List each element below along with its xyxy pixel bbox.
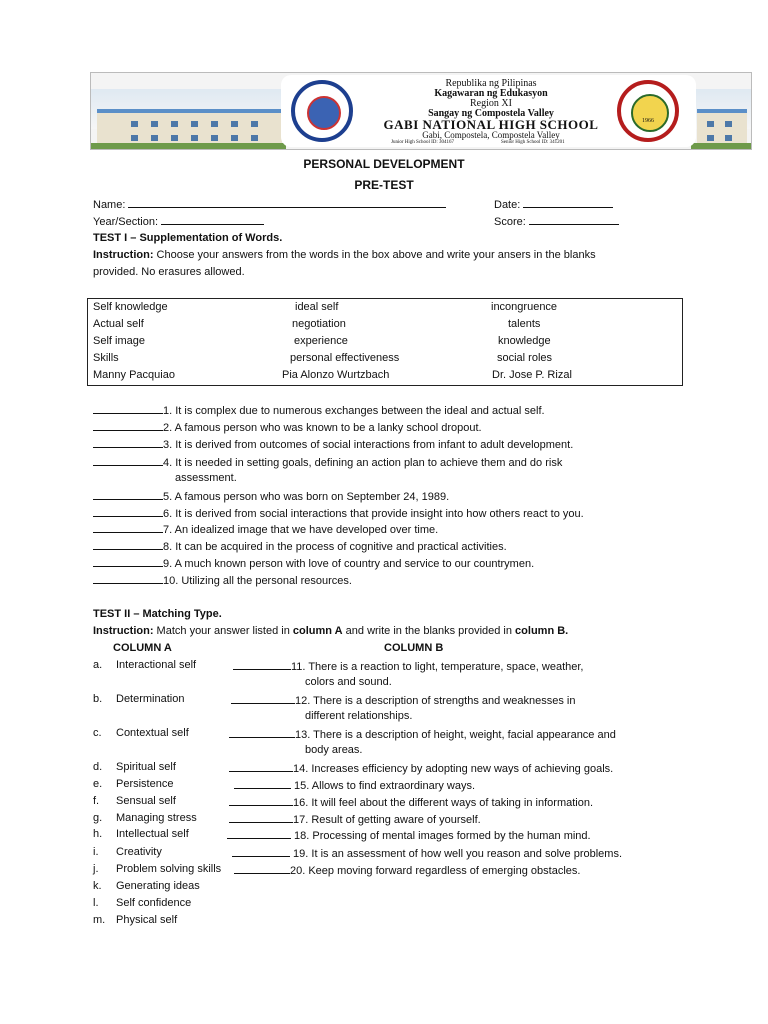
column-b-item: 19. It is an assessment of how well you reason and solve problems. [232, 846, 622, 861]
word-box-item: experience [294, 335, 348, 347]
test1-item-continuation: assessment. [175, 472, 237, 484]
column-a-item: i. Creativity [93, 846, 162, 858]
name-blank[interactable] [128, 197, 446, 208]
word-box-item: negotiation [292, 318, 346, 330]
answer-blank[interactable] [93, 403, 163, 414]
test2-heading: TEST II – Matching Type. [93, 608, 222, 620]
seal-year: 1966 [642, 118, 654, 124]
word-box-item: Pia Alonzo Wurtzbach [282, 369, 390, 381]
column-b-item: 16. It will feel about the different ways of taking in information. [229, 795, 593, 810]
column-b-item: 11. There is a reaction to light, temperature, space, weather, [233, 659, 583, 674]
answer-blank[interactable] [229, 812, 293, 823]
answer-blank[interactable] [229, 795, 293, 806]
answer-blank[interactable] [229, 761, 293, 772]
jhs-id: Junior High School ID: 304167 [391, 140, 455, 145]
answer-blank[interactable] [93, 522, 163, 533]
column-a-header: COLUMN A [113, 642, 172, 654]
word-box-item: ideal self [295, 301, 339, 313]
name-field[interactable] [93, 197, 446, 212]
word-box-item: incongruence [491, 301, 558, 313]
column-a-item: f. Sensual self [93, 795, 176, 807]
column-b-ref: column B. [515, 625, 569, 637]
column-a-item: g. Managing stress [93, 812, 197, 824]
answer-blank[interactable] [93, 573, 163, 584]
date-field[interactable] [494, 197, 613, 212]
word-box-item: knowledge [498, 335, 551, 347]
answer-blank[interactable] [227, 828, 291, 839]
test1-item: 7. An idealized image that we have developed over time. [93, 522, 438, 537]
document-subtitle: PRE-TEST [354, 178, 414, 192]
answer-blank[interactable] [93, 437, 163, 448]
column-b-item: 20. Keep moving forward regardless of emerging obstacles. [234, 863, 580, 878]
column-a-item: b. Determination [93, 693, 185, 705]
word-box-item: talents [508, 318, 541, 330]
test1-item: 1. It is complex due to numerous exchanges between the ideal and actual self. [93, 403, 545, 418]
test1-item: 3. It is derived from outcomes of social interactions from infant to adult development. [93, 437, 573, 452]
column-b-item: 15. Allows to find extraordinary ways. [234, 778, 475, 793]
answer-blank[interactable] [93, 556, 163, 567]
test1-instruction-text: Choose your answers from the words in the box above and write your ansers in the blanks [153, 249, 596, 261]
column-a-item: d. Spiritual self [93, 761, 176, 773]
word-box-item: Actual self [93, 318, 144, 330]
year-section-label: Year/Section: [93, 216, 159, 228]
column-b-continuation: colors and sound. [305, 676, 392, 688]
test1-item: 6. It is derived from social interactions that provide insight into how others react to you. [93, 506, 584, 521]
answer-blank[interactable] [93, 420, 163, 431]
word-box-item: Dr. Jose P. Rizal [492, 369, 572, 381]
test1-item: 8. It can be acquired in the process of cognitive and practical activities. [93, 539, 507, 554]
word-box-item: Skills [93, 352, 119, 364]
header-line-2: Kagawaran ng Edukasyon [434, 88, 548, 99]
document-title: PERSONAL DEVELOPMENT [303, 157, 465, 171]
column-b-continuation: body areas. [305, 744, 363, 756]
column-a-item: e. Persistence [93, 778, 174, 790]
school-header-banner [90, 72, 752, 150]
answer-blank[interactable] [93, 489, 163, 500]
answer-blank[interactable] [232, 846, 290, 857]
answer-blank[interactable] [93, 539, 163, 550]
column-a-item: m. Physical self [93, 914, 178, 926]
column-b-continuation: different relationships. [305, 710, 413, 722]
column-a-item: h. Intellectual self [93, 828, 189, 840]
deped-seal-logo [291, 80, 353, 142]
answer-blank[interactable] [234, 863, 290, 874]
date-blank[interactable] [523, 197, 613, 208]
school-address: Gabi, Compostela, Compostela Valley [422, 130, 560, 140]
answer-blank[interactable] [231, 693, 295, 704]
score-blank[interactable] [529, 214, 619, 225]
test1-heading: TEST I – Supplementation of Words. [93, 232, 283, 244]
test2-instruction: Instruction: Match your answer listed in column A and write in the blanks provided in column B. [93, 625, 569, 637]
answer-blank[interactable] [234, 778, 291, 789]
word-box-item: Self image [93, 335, 145, 347]
year-section-blank[interactable] [161, 214, 264, 225]
test1-item: 5. A famous person who was born on September 24, 1989. [93, 489, 449, 504]
score-field[interactable] [494, 214, 619, 229]
word-box-item: Manny Pacquiao [93, 369, 175, 381]
header-line-1: Republika ng Pilipinas [445, 78, 537, 89]
word-box-item: Self knowledge [93, 301, 168, 313]
column-b-header: COLUMN B [384, 642, 444, 654]
test1-instruction [93, 249, 596, 262]
date-label: Date: [494, 199, 521, 211]
header-line-4: Sangay ng Compostela Valley [428, 108, 554, 119]
answer-blank[interactable] [93, 455, 163, 466]
school-name: GABI NATIONAL HIGH SCHOOL [383, 117, 599, 132]
column-b-item: 14. Increases efficiency by adopting new ways of achieving goals. [229, 761, 613, 776]
column-a-ref: column A [292, 625, 343, 637]
shs-id: Senior High School ID: 341201 [501, 140, 565, 145]
test1-item: 2. A famous person who was known to be a lanky school dropout. [93, 420, 482, 435]
word-box-item: personal effectiveness [290, 352, 400, 364]
header-line-3: Region XI [470, 98, 512, 109]
school-building-photo-right [691, 89, 751, 149]
column-b-item: 13. There is a description of height, weight, facial appearance and [229, 727, 616, 742]
name-label: Name: [93, 199, 126, 211]
test1-instruction-label: Instruction: [93, 249, 154, 261]
column-b-item: 17. Result of getting aware of yourself. [229, 812, 481, 827]
column-b-item: 18. Processing of mental images formed by the human mind. [227, 828, 591, 843]
score-label: Score: [494, 216, 526, 228]
column-a-item: a. Interactional self [93, 659, 197, 671]
column-a-item: c. Contextual self [93, 727, 189, 739]
answer-blank[interactable] [229, 727, 295, 738]
column-a-item: j. Problem solving skills [93, 863, 222, 875]
test1-item: 10. Utilizing all the personal resources. [93, 573, 352, 588]
school-building-photo-left [91, 89, 286, 149]
test1-item: 4. It is needed in setting goals, defining an action plan to achieve them and do risk [93, 455, 562, 470]
word-box-item: social roles [497, 352, 553, 364]
column-a-item: k. Generating ideas [93, 880, 200, 892]
test2-instruction-label: Instruction: [93, 625, 154, 637]
column-b-item: 12. There is a description of strengths and weaknesses in [231, 693, 575, 708]
column-a-item: l. Self confidence [93, 897, 192, 909]
answer-blank[interactable] [93, 506, 163, 517]
year-section-field[interactable] [93, 214, 264, 229]
school-seal-logo [617, 80, 679, 142]
test1-instruction-line2: provided. No erasures allowed. [93, 266, 245, 278]
answer-blank[interactable] [233, 659, 291, 670]
test1-item: 9. A much known person with love of country and service to our countrymen. [93, 556, 534, 571]
